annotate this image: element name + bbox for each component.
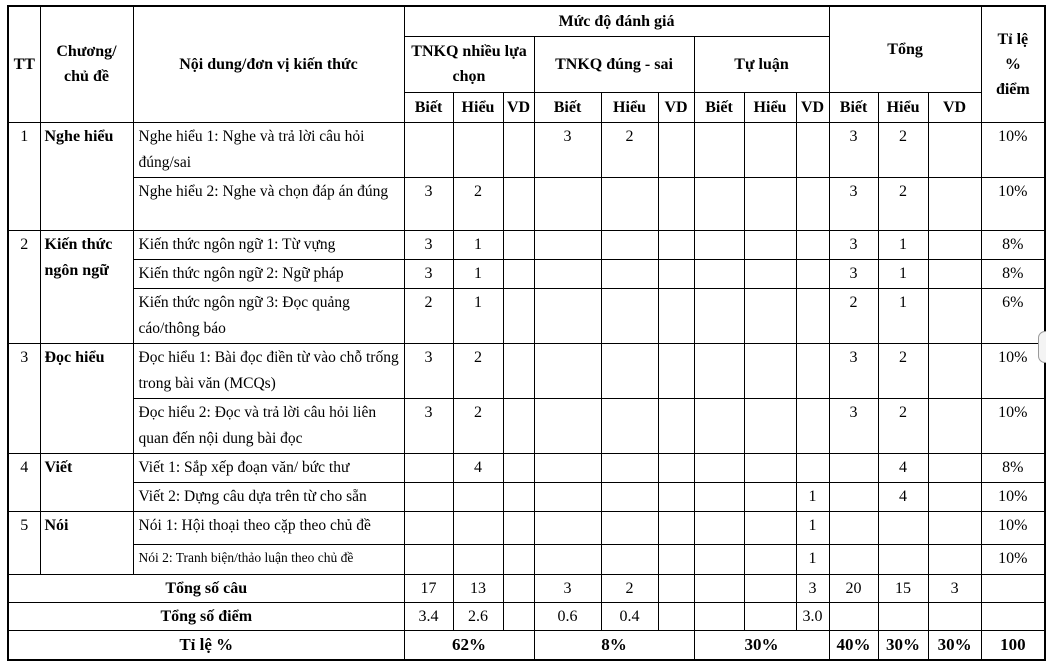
cell-value — [658, 398, 694, 453]
cell-value: 15 — [878, 574, 928, 602]
cell-value — [601, 482, 658, 511]
header-percent-line2: % — [1004, 55, 1021, 73]
cell-value — [928, 230, 981, 259]
cell-value: 8% — [534, 630, 694, 660]
header-sublevel-biet: Biết — [694, 92, 744, 122]
cell-value — [829, 511, 878, 544]
cell-value — [453, 482, 503, 511]
cell-value: 3 — [404, 259, 453, 288]
cell-value — [658, 343, 694, 398]
cell-value: 3 — [404, 230, 453, 259]
cell-value — [503, 230, 534, 259]
cell-percent: 10% — [981, 122, 1045, 177]
cell-percent: 8% — [981, 230, 1045, 259]
cell-value — [694, 122, 744, 177]
cell-chapter: Nghe hiểu — [40, 122, 133, 230]
cell-value: 2 — [453, 398, 503, 453]
cell-value — [658, 259, 694, 288]
cell-value — [928, 343, 981, 398]
cell-value — [796, 259, 829, 288]
cell-value — [503, 122, 534, 177]
cell-value: 1 — [796, 482, 829, 511]
header-content: Nội dung/đơn vị kiến thức — [133, 6, 404, 122]
footer-label: Tỉ lệ % — [8, 630, 404, 660]
cell-value — [878, 544, 928, 574]
cell-value: 1 — [878, 230, 928, 259]
table-row — [8, 453, 1045, 482]
cell-value — [744, 122, 796, 177]
cell-value — [503, 602, 534, 630]
header-sublevel-hieu: Hiểu — [744, 92, 796, 122]
cell-value — [534, 544, 601, 574]
cell-percent: 10% — [981, 482, 1045, 511]
cell-value — [744, 574, 796, 602]
header-percent-line3: điểm — [995, 80, 1030, 98]
cell-value — [796, 177, 829, 230]
table-row — [8, 177, 1045, 230]
cell-value: 3 — [404, 177, 453, 230]
cell-value: 62% — [404, 630, 534, 660]
cell-value — [744, 453, 796, 482]
table-row — [8, 259, 1045, 288]
cell-chapter: Viết — [40, 453, 133, 511]
cell-value — [744, 482, 796, 511]
cell-value: 1 — [796, 544, 829, 574]
assessment-matrix-table — [7, 5, 1046, 661]
cell-value — [694, 574, 744, 602]
cell-value — [658, 453, 694, 482]
cell-percent: 10% — [981, 343, 1045, 398]
cell-value: 4 — [878, 482, 928, 511]
cell-value — [744, 343, 796, 398]
cell-value — [694, 343, 744, 398]
cell-value: 20 — [829, 574, 878, 602]
cell-value — [658, 288, 694, 343]
header-sublevel-hieu: Hiểu — [878, 92, 928, 122]
cell-percent — [981, 574, 1045, 602]
table-row — [8, 288, 1045, 343]
cell-value — [694, 288, 744, 343]
cell-content: Nói 1: Hội thoại theo cặp theo chủ đề — [133, 511, 404, 544]
cell-value — [694, 482, 744, 511]
cell-value — [658, 230, 694, 259]
cell-value: 4 — [453, 453, 503, 482]
cell-value: 3 — [534, 122, 601, 177]
cell-value — [453, 122, 503, 177]
cell-value — [503, 398, 534, 453]
footer-label: Tổng số câu — [8, 574, 404, 602]
header-sublevel-hieu: Hiểu — [601, 92, 658, 122]
cell-value: 0.6 — [534, 602, 601, 630]
cell-percent: 10% — [981, 177, 1045, 230]
cell-content: Đọc hiểu 2: Đọc và trả lời câu hỏi liên quan đến nội dung bài đọc — [133, 398, 404, 453]
cell-value: 2.6 — [453, 602, 503, 630]
cell-value — [534, 177, 601, 230]
table-row — [8, 398, 1045, 453]
header-row-1 — [8, 6, 1045, 36]
cell-value: 3 — [829, 230, 878, 259]
cell-value — [694, 602, 744, 630]
cell-value: 4 — [878, 453, 928, 482]
cell-content: Nghe hiểu 1: Nghe và trả lời câu hỏi đúng/sai — [133, 122, 404, 177]
cell-value — [534, 511, 601, 544]
cell-value — [878, 511, 928, 544]
cell-value — [601, 511, 658, 544]
cell-value: 3 — [404, 398, 453, 453]
cell-value — [928, 544, 981, 574]
cell-value — [796, 230, 829, 259]
cell-value — [503, 259, 534, 288]
cell-value: 1 — [878, 259, 928, 288]
cell-value — [658, 544, 694, 574]
cell-value — [829, 482, 878, 511]
cell-value: 30% — [928, 630, 981, 660]
cell-value: 1 — [796, 511, 829, 544]
cell-value — [453, 511, 503, 544]
cell-value — [404, 453, 453, 482]
cell-value — [744, 544, 796, 574]
cell-value: 2 — [601, 574, 658, 602]
cell-value — [658, 511, 694, 544]
cell-value — [453, 544, 503, 574]
cell-value: 100 — [981, 630, 1045, 660]
cell-value: 2 — [453, 343, 503, 398]
cell-content: Kiến thức ngôn ngữ 1: Từ vựng — [133, 230, 404, 259]
table-row — [8, 343, 1045, 398]
cell-value: 2 — [453, 177, 503, 230]
cell-value: 3 — [829, 343, 878, 398]
cell-value — [796, 398, 829, 453]
header-group-mcq: TNKQ nhiều lựa chọn — [404, 36, 534, 92]
cell-percent: 8% — [981, 453, 1045, 482]
cell-value — [404, 544, 453, 574]
cell-value — [503, 482, 534, 511]
table-row — [8, 544, 1045, 574]
cell-value — [503, 453, 534, 482]
cell-value — [744, 288, 796, 343]
cell-value: 3 — [534, 574, 601, 602]
cell-value: 3 — [928, 574, 981, 602]
cell-content: Kiến thức ngôn ngữ 2: Ngữ pháp — [133, 259, 404, 288]
cell-percent: 6% — [981, 288, 1045, 343]
cell-percent: 10% — [981, 398, 1045, 453]
cell-value: 1 — [453, 259, 503, 288]
cell-value — [404, 511, 453, 544]
cell-tt: 2 — [8, 230, 40, 343]
cell-content: Kiến thức ngôn ngữ 3: Đọc quảng cáo/thông báo — [133, 288, 404, 343]
cell-value — [928, 453, 981, 482]
cell-value: 3 — [829, 177, 878, 230]
cell-value: 2 — [601, 122, 658, 177]
cell-value: 2 — [878, 343, 928, 398]
cell-value: 3 — [404, 343, 453, 398]
cell-tt: 3 — [8, 343, 40, 453]
header-sublevel-biet: Biết — [404, 92, 453, 122]
cell-percent: 8% — [981, 259, 1045, 288]
cell-value: 2 — [404, 288, 453, 343]
cell-value: 40% — [829, 630, 878, 660]
cell-content: Nói 2: Tranh biện/thảo luận theo chủ đề — [133, 544, 404, 574]
header-level-group: Mức độ đánh giá — [404, 6, 829, 36]
cell-value: 30% — [694, 630, 829, 660]
cell-value — [928, 398, 981, 453]
cell-value — [503, 343, 534, 398]
table-row — [8, 482, 1045, 511]
cell-percent — [981, 602, 1045, 630]
footer-total-questions-row — [8, 574, 1045, 602]
cell-chapter: Nói — [40, 511, 133, 574]
cell-value — [796, 288, 829, 343]
cell-value — [658, 177, 694, 230]
header-sublevel-vd: VD — [796, 92, 829, 122]
cell-percent: 10% — [981, 511, 1045, 544]
cell-value: 13 — [453, 574, 503, 602]
footer-label: Tổng số điểm — [8, 602, 404, 630]
cell-value — [534, 343, 601, 398]
header-percent-line1: Tỉ lệ — [997, 30, 1029, 48]
cell-value: 1 — [878, 288, 928, 343]
cell-value: 3.0 — [796, 602, 829, 630]
cell-percent: 10% — [981, 544, 1045, 574]
cell-value — [694, 259, 744, 288]
cell-value — [796, 343, 829, 398]
footer-total-points-row — [8, 602, 1045, 630]
cell-value — [744, 177, 796, 230]
header-sublevel-vd: VD — [928, 92, 981, 122]
cell-content: Viết 2: Dựng câu dựa trên từ cho sẵn — [133, 482, 404, 511]
cell-value: 2 — [878, 177, 928, 230]
cell-value — [694, 511, 744, 544]
cell-value — [503, 511, 534, 544]
cell-content: Đọc hiểu 1: Bài đọc điền từ vào chỗ trống trong bài văn (MCQs) — [133, 343, 404, 398]
cell-value — [601, 288, 658, 343]
cell-content: Viết 1: Sắp xếp đoạn văn/ bức thư — [133, 453, 404, 482]
cell-value: 2 — [878, 122, 928, 177]
cell-value — [694, 398, 744, 453]
cell-value — [503, 177, 534, 230]
cell-value — [878, 602, 928, 630]
cell-value — [658, 482, 694, 511]
cell-value — [744, 259, 796, 288]
cell-value: 2 — [878, 398, 928, 453]
header-group-essay: Tự luận — [694, 36, 829, 92]
cell-value: 3.4 — [404, 602, 453, 630]
header-sublevel-hieu: Hiểu — [453, 92, 503, 122]
cell-value — [534, 482, 601, 511]
footer-ratio-row — [8, 630, 1045, 660]
cell-value — [601, 398, 658, 453]
cell-value: 3 — [829, 398, 878, 453]
cell-value — [928, 259, 981, 288]
cell-value — [658, 602, 694, 630]
cell-content: Nghe hiểu 2: Nghe và chọn đáp án đúng — [133, 177, 404, 230]
cell-value — [404, 122, 453, 177]
cell-value — [928, 122, 981, 177]
cell-value — [829, 544, 878, 574]
cell-value: 0.4 — [601, 602, 658, 630]
cell-value: 3 — [796, 574, 829, 602]
cell-value — [534, 288, 601, 343]
cell-value: 3 — [829, 259, 878, 288]
cell-value — [829, 602, 878, 630]
cell-value — [534, 259, 601, 288]
table-row — [8, 511, 1045, 544]
header-tt: TT — [8, 6, 40, 122]
cell-value — [928, 177, 981, 230]
header-percent — [981, 6, 1045, 122]
cell-value — [601, 453, 658, 482]
cell-value — [503, 574, 534, 602]
cell-tt: 5 — [8, 511, 40, 574]
cell-value — [601, 343, 658, 398]
table-row — [8, 230, 1045, 259]
cell-value: 30% — [878, 630, 928, 660]
cell-value: 3 — [829, 122, 878, 177]
cell-value — [601, 230, 658, 259]
cell-chapter: Kiến thức ngôn ngữ — [40, 230, 133, 343]
header-sublevel-vd: VD — [658, 92, 694, 122]
header-chapter: Chương/ chủ đề — [40, 6, 133, 122]
cell-value — [601, 259, 658, 288]
table-row — [8, 122, 1045, 177]
cell-value — [928, 288, 981, 343]
cell-value — [534, 453, 601, 482]
cell-value — [796, 122, 829, 177]
cell-value — [503, 288, 534, 343]
header-total: Tổng — [829, 6, 981, 92]
cell-value — [503, 544, 534, 574]
cell-value — [744, 230, 796, 259]
cell-value — [796, 453, 829, 482]
cell-value — [601, 544, 658, 574]
cell-value — [404, 482, 453, 511]
cell-tt: 4 — [8, 453, 40, 511]
cell-value: 1 — [453, 230, 503, 259]
cell-value — [829, 453, 878, 482]
cell-value: 1 — [453, 288, 503, 343]
cell-value — [744, 602, 796, 630]
scrollbar-thumb[interactable] — [1038, 331, 1046, 363]
cell-value — [658, 574, 694, 602]
cell-value — [694, 177, 744, 230]
cell-value — [694, 544, 744, 574]
cell-value — [928, 602, 981, 630]
cell-chapter: Đọc hiểu — [40, 343, 133, 453]
cell-tt: 1 — [8, 122, 40, 230]
header-sublevel-biet: Biết — [534, 92, 601, 122]
cell-value — [658, 122, 694, 177]
cell-value — [694, 453, 744, 482]
cell-value — [534, 230, 601, 259]
cell-value — [928, 482, 981, 511]
cell-value — [744, 511, 796, 544]
cell-value — [928, 511, 981, 544]
header-group-truefalse: TNKQ đúng - sai — [534, 36, 694, 92]
cell-value: 2 — [829, 288, 878, 343]
cell-value: 17 — [404, 574, 453, 602]
cell-value — [534, 398, 601, 453]
cell-value — [744, 398, 796, 453]
cell-value — [694, 230, 744, 259]
header-sublevel-vd: VD — [503, 92, 534, 122]
header-sublevel-biet: Biết — [829, 92, 878, 122]
cell-value — [601, 177, 658, 230]
